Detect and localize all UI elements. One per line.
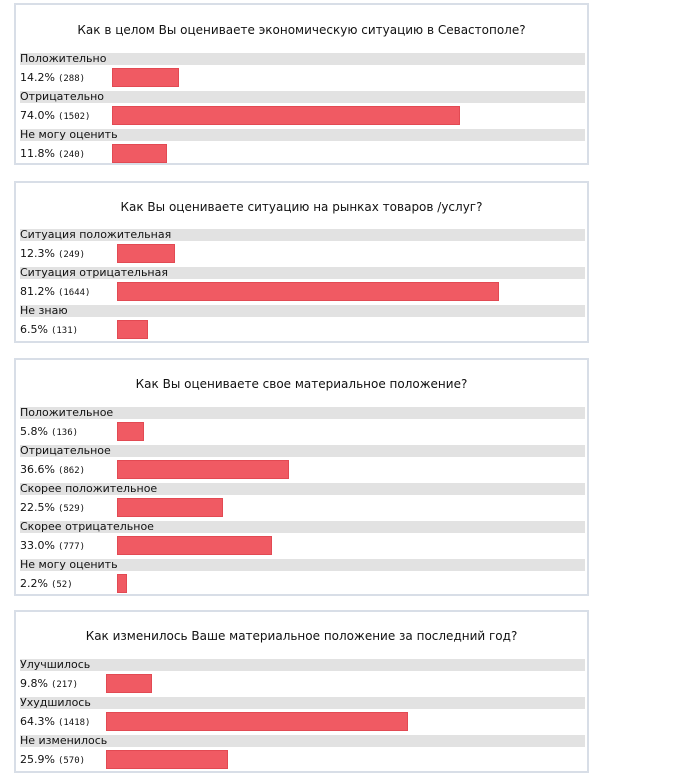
option-percent: 36.6% (862) (20, 463, 86, 476)
option-count: (862) (57, 466, 86, 476)
option-label: Не могу оценить (20, 129, 585, 141)
result-bar (112, 106, 460, 125)
option-label: Ухудшилось (20, 697, 585, 709)
option-result (20, 460, 585, 479)
option-result (20, 244, 585, 263)
poll-question: Как Вы оцениваете свое материальное положение? (135, 377, 468, 391)
option-percent: 64.3% (1418) (20, 715, 91, 728)
option-label: Не знаю (20, 305, 585, 317)
option-percent: 5.8% (136) (20, 425, 79, 438)
option-count: (249) (57, 250, 86, 260)
option-count: (136) (50, 428, 79, 438)
option-result (20, 498, 585, 517)
option-result (20, 106, 585, 125)
result-bar (117, 574, 127, 593)
option-percent: 12.3% (249) (20, 247, 86, 260)
option-count: (777) (57, 542, 86, 552)
option-percent: 22.5% (529) (20, 501, 86, 514)
poll-panel (14, 181, 589, 343)
result-bar (106, 674, 152, 693)
option-count: (217) (50, 680, 79, 690)
option-count: (1502) (57, 112, 91, 122)
option-label: Ситуация отрицательная (20, 267, 585, 279)
option-result (20, 68, 585, 87)
result-bar (117, 498, 223, 517)
option-count: (131) (50, 326, 79, 336)
option-result (20, 750, 585, 769)
option-percent: 9.8% (217) (20, 677, 79, 690)
poll-panel (14, 610, 589, 773)
option-count: (570) (57, 756, 86, 766)
result-bar (106, 712, 408, 731)
option-count: (1644) (57, 288, 91, 298)
result-bar (117, 244, 175, 263)
poll-question: Как в целом Вы оцениваете экономическую ситуацию в Севастополе? (77, 23, 526, 37)
poll-question: Как изменилось Ваше материальное положение за последний год? (85, 629, 518, 643)
poll-panel (14, 3, 589, 165)
option-label: Ситуация положительная (20, 229, 585, 241)
poll-question: Как Вы оцениваете ситуацию на рынках товаров /услуг? (120, 200, 483, 214)
option-result (20, 536, 585, 555)
option-percent: 81.2% (1644) (20, 285, 91, 298)
result-bar (117, 320, 148, 339)
option-label: Отрицательное (20, 445, 585, 457)
result-bar (117, 282, 499, 301)
option-result (20, 282, 585, 301)
option-label: Не могу оценить (20, 559, 585, 571)
option-percent: 25.9% (570) (20, 753, 86, 766)
option-label: Скорее отрицательное (20, 521, 585, 533)
option-count: (529) (57, 504, 86, 514)
option-label: Улучшилось (20, 659, 585, 671)
option-percent: 74.0% (1502) (20, 109, 91, 122)
result-bar (117, 422, 144, 441)
option-count: (288) (57, 74, 86, 84)
option-percent: 6.5% (131) (20, 323, 79, 336)
option-label: Положительно (20, 53, 585, 65)
option-label: Не изменилось (20, 735, 585, 747)
option-percent: 11.8% (240) (20, 147, 86, 160)
option-result (20, 574, 585, 593)
option-percent: 14.2% (288) (20, 71, 86, 84)
option-result (20, 712, 585, 731)
result-bar (117, 460, 289, 479)
result-bar (106, 750, 228, 769)
result-bar (112, 144, 167, 163)
option-label: Положительное (20, 407, 585, 419)
result-bar (117, 536, 272, 555)
option-count: (240) (57, 150, 86, 160)
option-label: Отрицательно (20, 91, 585, 103)
option-label: Скорее положительное (20, 483, 585, 495)
option-result (20, 674, 585, 693)
option-result (20, 320, 585, 339)
poll-panel (14, 358, 589, 596)
option-percent: 2.2% (52) (20, 577, 73, 590)
result-bar (112, 68, 179, 87)
option-percent: 33.0% (777) (20, 539, 86, 552)
option-count: (1418) (57, 718, 91, 728)
option-result (20, 144, 585, 163)
option-count: (52) (50, 580, 73, 590)
option-result (20, 422, 585, 441)
